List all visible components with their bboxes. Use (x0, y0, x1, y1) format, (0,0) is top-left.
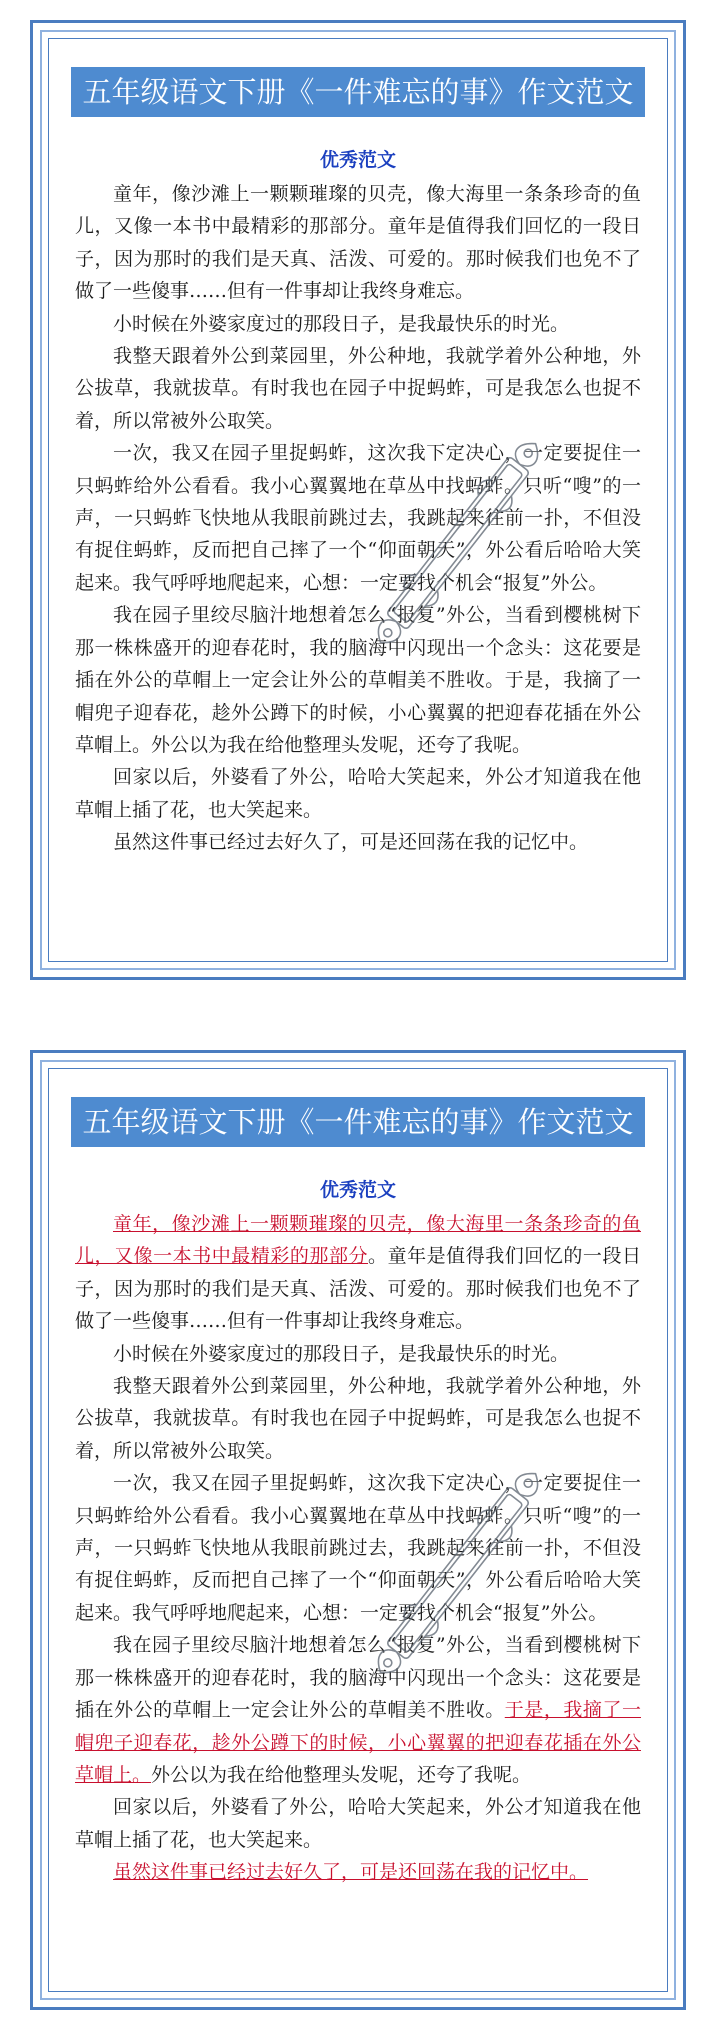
paragraph: 我在园子里绞尽脑汁地想着怎么“报复”外公，当看到樱桃树下那一株株盛开的迎春花时，我的脑海中闪现出一个念头：这花要是插在外公的草帽上一定会让外公的草帽美不胜收。于是，我摘了一帽兜子迎春花，趁外公蹲下的时候，小心翼翼的把迎春花插在外公草帽上。外公以为我在给他整理头发呢，还夸了我呢。 (75, 604, 641, 756)
essay-page-plain (30, 20, 686, 980)
highlighted-sentence: 童年，像沙滩上一颗颗璀璨的贝壳，像大海里一条条珍奇的鱼儿，又像一本书中最精彩的那部分 (75, 1213, 641, 1268)
title-banner: 五年级语文下册《一件难忘的事》作文范文 (71, 1097, 645, 1147)
paragraph: 小时候在外婆家度过的那段日子，是我最快乐的时光。 (113, 1342, 570, 1365)
paragraph: 虽然这件事已经过去好久了，可是还回荡在我的记忆中。 (113, 831, 589, 854)
highlighted-sentence: 虽然这件事已经过去好久了，可是还回荡在我的记忆中。 (113, 1861, 589, 1884)
paragraph: 小时候在外婆家度过的那段日子，是我最快乐的时光。 (113, 312, 570, 335)
highlighted-sentence: 于是，我摘了一帽兜子迎春花，趁外公蹲下的时候，小心翼翼的把迎春花插在外公草帽上。 (75, 1699, 641, 1786)
paragraph-text: 我在园子里绞尽脑汁地想着怎么“报复”外公，当看到樱桃树下那一株株盛开的迎春花时，我的脑海中闪现出一个念头：这花要是插在外公的草帽上一定会让外公的草帽美不胜收。 (75, 1634, 641, 1722)
paragraph: 我整天跟着外公到菜园里，外公种地，我就学着外公种地，外公拔草，我就拔草。有时我也在园子中捉蚂蚱，可是我怎么也捉不着，所以常被外公取笑。 (75, 345, 641, 432)
paragraph-text: 外公以为我在给他整理头发呢，还夸了我呢。 (151, 1763, 532, 1786)
subtitle: 优秀范文 (319, 1179, 396, 1201)
title-banner: 五年级语文下册《一件难忘的事》作文范文 (71, 67, 645, 117)
paragraph: 童年，像沙滩上一颗颗璀璨的贝壳，像大海里一条条珍奇的鱼儿，又像一本书中最精彩的那部分。童年是值得我们回忆的一段日子，因为那时的我们是天真、活泼、可爱的。那时候我们也免不了做了一些傻事……但有一件事却让我终身难忘。 (75, 183, 641, 303)
essay-page-annotated (30, 1050, 686, 2010)
paragraph: 我整天跟着外公到菜园里，外公种地，我就学着外公种地，外公拔草，我就拔草。有时我也在园子中捉蚂蚱，可是我怎么也捉不着，所以常被外公取笑。 (75, 1375, 641, 1462)
paragraph-text: 。童年是值得我们回忆的一段日子，因为那时的我们是天真、活泼、可爱的。那时候我们也免不了做了一些傻事……但有一件事却让我终身难忘。 (75, 1245, 641, 1333)
paragraph: 回家以后，外婆看了外公，哈哈大笑起来，外公才知道我在他草帽上插了花，也大笑起来。 (75, 766, 641, 821)
paragraph-annotated (75, 1856, 641, 1888)
paragraph-annotated (75, 1208, 641, 1338)
essay-body (75, 178, 641, 859)
paragraph: 一次，我又在园子里捉蚂蚱，这次我下定决心，一定要捉住一只蚂蚱给外公看看。我小心翼翼地在草丛中找蚂蚱。只听“嗖”的一声，一只蚂蚱飞快地从我眼前跳过去，我跳起来往前一扑，不但没有捉住蚂蚱，反而把自己摔了一个“仰面朝天”，外公看后哈哈大笑起来。我气呼呼地爬起来，心想：一定要找个机会“报复”外公。 (75, 442, 641, 594)
paragraph: 一次，我又在园子里捉蚂蚱，这次我下定决心，一定要捉住一只蚂蚱给外公看看。我小心翼翼地在草丛中找蚂蚱。只听“嗖”的一声，一只蚂蚱飞快地从我眼前跳过去，我跳起来往前一扑，不但没有捉住蚂蚱，反而把自己摔了一个“仰面朝天”，外公看后哈哈大笑起来。我气呼呼地爬起来，心想：一定要找个机会“报复”外公。 (75, 1472, 641, 1624)
paragraph: 回家以后，外婆看了外公，哈哈大笑起来，外公才知道我在他草帽上插了花，也大笑起来。 (75, 1796, 641, 1851)
subtitle: 优秀范文 (319, 149, 396, 171)
essay-body (75, 1208, 641, 1889)
